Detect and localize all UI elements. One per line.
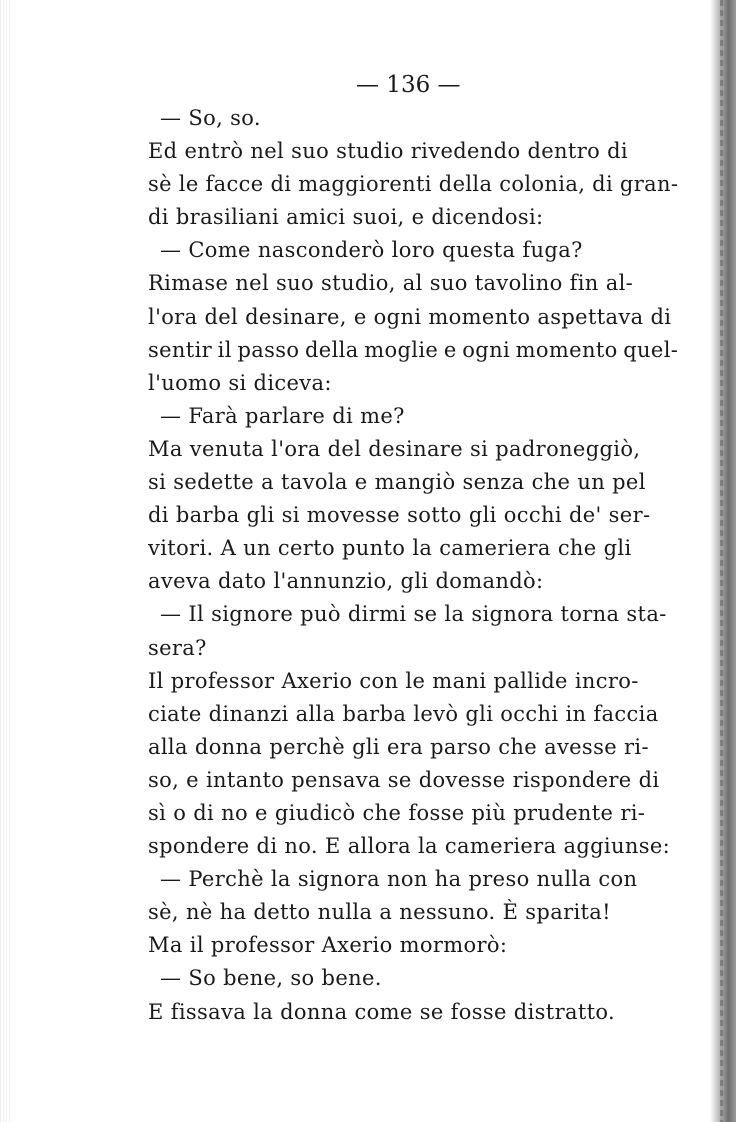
text-line: sì o di no e giudicò che fosse più prudente ri-: [148, 800, 646, 825]
text-line: Ma il professor Axerio mormorò:: [148, 933, 508, 958]
text-line: ciate dinanzi alla barba levò gli occhi in faccia: [148, 701, 659, 726]
text-line: so, e intanto pensava se dovesse rispondere di: [148, 767, 660, 792]
text-line: — Perchè la signora non ha preso nulla con: [160, 867, 638, 892]
text-line: — So, so.: [160, 106, 261, 130]
text-line: Il professor Axerio con le mani pallide incro-: [148, 668, 639, 693]
text-line: sè, nè ha detto nulla a nessuno. È sparita!: [148, 900, 611, 925]
text-line: Rimase nel suo studio, al suo tavolino fin al-: [148, 271, 634, 296]
text-line: E fissava la donna come se fosse distratto.: [148, 999, 616, 1024]
text-line: — Il signore può dirmi se la signora torna sta-: [160, 602, 667, 627]
text-line: spondere di no. E allora la cameriera aggiunse:: [148, 834, 671, 859]
text-line: alla donna perchè gli era parso che avesse ri-: [148, 734, 649, 759]
text-line: sè le facce di maggiorenti della colonia, di gran-: [148, 172, 679, 197]
text-line: Ma venuta l'ora del desinare si padroneggiò,: [148, 436, 641, 461]
text-line: Ed entrò nel suo studio rivedendo dentro di: [148, 139, 628, 164]
text-line: di brasiliani amici suoi, e dicendosi:: [148, 205, 544, 230]
page-left-edge: [0, 0, 12, 1122]
page-binding-edge: [710, 0, 736, 1122]
text-line: vitori. A un certo punto la cameriera che gli: [148, 536, 632, 561]
text-line: l'ora del desinare, e ogni momento aspettava di: [148, 304, 672, 329]
text-line: — Farà parlare di me?: [160, 403, 405, 428]
text-line: aveva dato l'annunzio, gli domandò:: [148, 569, 544, 594]
body-text: [148, 102, 678, 1029]
text-line: si sedette a tavola e mangiò senza che un pel: [148, 470, 646, 495]
text-line: di barba gli si movesse sotto gli occhi de' ser-: [148, 503, 651, 528]
text-line: — Come nasconderò loro questa fuga?: [160, 238, 583, 263]
text-line: sentir il passo della moglie e ogni momento quel-: [148, 337, 679, 362]
page-number: — 136 —: [356, 72, 461, 98]
text-line: sera?: [148, 635, 207, 660]
text-line: — So bene, so bene.: [160, 966, 382, 991]
text-line: l'uomo si diceva:: [148, 370, 332, 395]
